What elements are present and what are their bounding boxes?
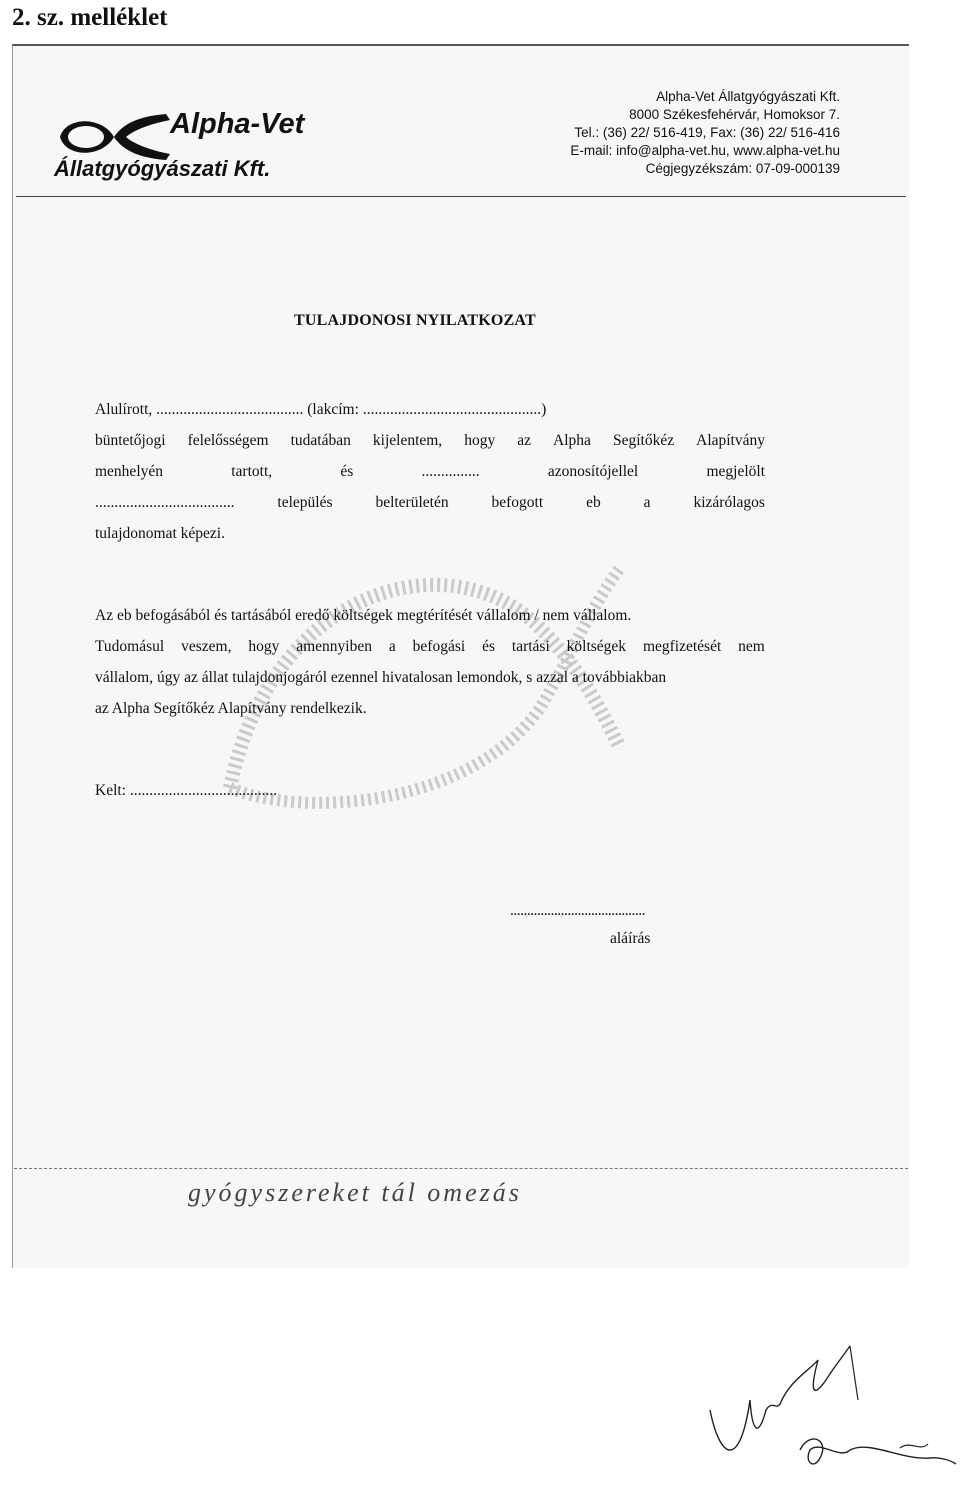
header-divider [16,196,906,197]
word: befogott [491,494,544,511]
word: tartási [511,638,550,655]
company-registration: Cégjegyzékszám: 07-09-000139 [645,161,840,176]
word: felelősségem [187,432,269,449]
word: veszem, [181,638,232,655]
word: amennyiben [296,638,372,655]
signature-line: ........................................ [510,902,645,919]
costs-paragraph [95,600,765,724]
costs-line-2 [95,631,765,662]
word: eb [586,494,601,511]
settlement-field-text: .................................... [95,494,235,511]
costs-line-3: vállalom, úgy az állat tulajdonjogáról ezennel hivatalosan lemondok, s azzal a továbbiakban [95,669,667,686]
footer-divider [14,1168,908,1169]
id-field-text: ............... [421,463,480,480]
handwritten-signature-icon [700,1340,960,1490]
name-field-text: Alulírott, ...................................... (lakcím: [95,401,359,418]
word: tulajdonomat képezi. [95,525,225,542]
word: tartott, [231,463,273,480]
word: költségek [566,638,627,655]
word: tudatában [290,432,351,449]
declaration-paragraph [95,394,765,549]
logo-name: Alpha-Vet [170,108,305,140]
company-logo [54,60,354,190]
footer-text: gyógyszereket tál omezás [188,1178,522,1207]
signature-label: aláírás [610,930,651,947]
word: Tudomásul [95,638,165,655]
word: kijelentem, [372,432,443,449]
word: nem [738,638,765,655]
word: menhelyén [95,463,164,480]
costs-line-1: Az eb befogásából és tartásából eredő költségek megtérítését vállalom / nem vállalom. [95,607,632,624]
word: az [517,432,532,449]
company-address: 8000 Székesfehérvár, Homoksor 7. [629,107,840,122]
company-name: Alpha-Vet Állatgyógyászati Kft. [656,89,840,104]
company-info [570,88,840,178]
word: hogy [248,638,280,655]
word: Alapítvány [696,432,765,449]
word: megjelölt [706,463,765,480]
word: kizárólagos [693,494,765,511]
word: belterületén [375,494,449,511]
annex-title: 2. sz. melléklet [12,4,168,31]
word: település [277,494,333,511]
declaration-line-5 [95,518,765,549]
document-title: TULAJDONOSI NYILATKOZAT [294,312,536,329]
declaration-line-1 [95,394,765,425]
declaration-line-4 [95,487,765,518]
word: a [643,494,651,511]
word: Alpha [553,432,591,449]
company-phone: Tel.: (36) 22/ 516-419, Fax: (36) 22/ 516-416 [574,125,840,140]
company-email: E-mail: info@alpha-vet.hu, www.alpha-vet.hu [570,143,840,158]
date-field: Kelt: ...................................... [95,782,278,799]
word: büntetőjogi [95,432,166,449]
declaration-line-3 [95,456,765,487]
word: befogási [412,638,466,655]
word: megfizetését [642,638,722,655]
word: és [482,638,495,655]
word: hogy [464,432,496,449]
declaration-line-2 [95,425,765,456]
word: a [388,638,396,655]
address-field-text: ..............................................) [362,401,547,418]
word: azonosítójellel [547,463,639,480]
word: Segítőkéz [612,432,675,449]
logo-subtitle: Állatgyógyászati Kft. [54,156,271,181]
costs-line-4: az Alpha Segítőkéz Alapítvány rendelkezik. [95,700,367,717]
word: és [340,463,354,480]
